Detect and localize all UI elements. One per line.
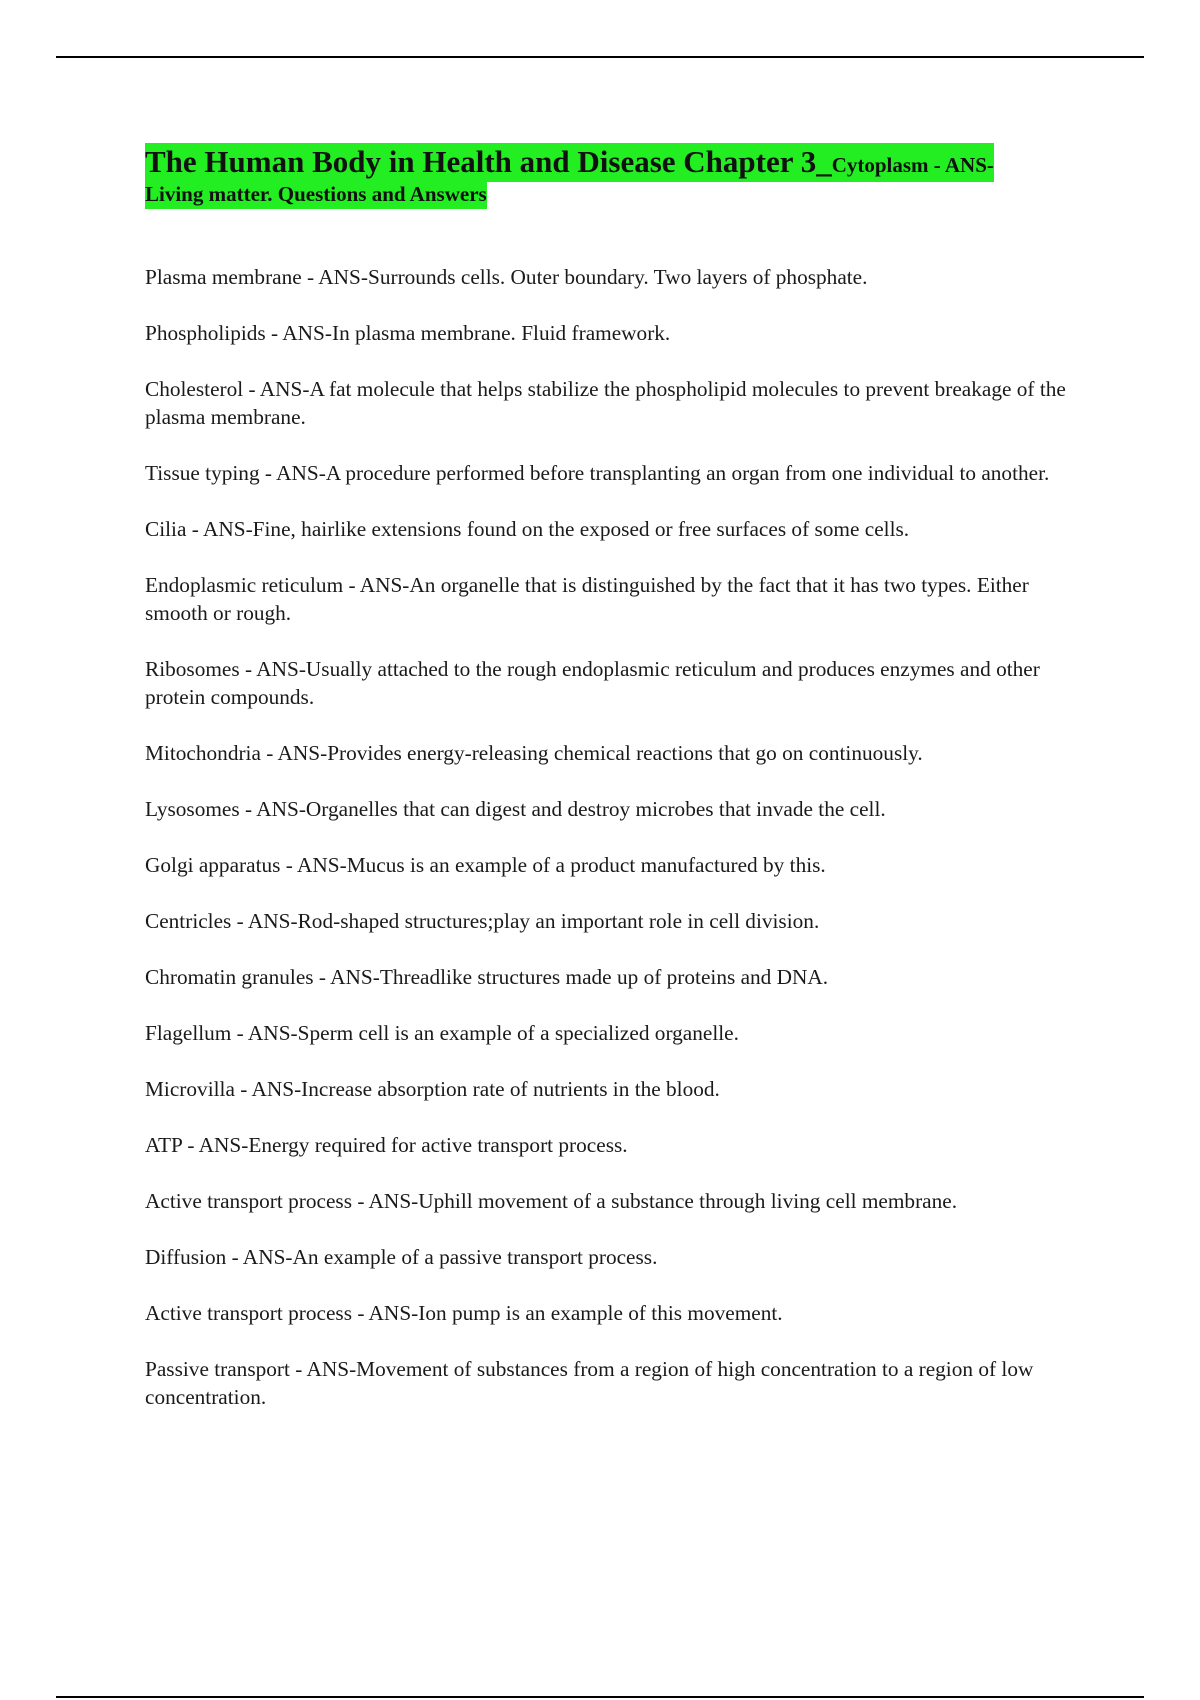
title-sub-text: Cytoplasm - ANS- [831,153,994,177]
qa-item: Lysosomes - ANS-Organelles that can digest and destroy microbes that invade the cell. [145,797,886,821]
qa-item: Ribosomes - ANS-Usually attached to the rough endoplasmic reticulum and produces enzymes and other protein compounds. [145,657,1040,709]
qa-item: Passive transport - ANS-Movement of substances from a region of high concentration to a region of low concentration. [145,1357,1034,1409]
title-main-text: The Human Body in Health and Disease Chapter 3_ [145,144,832,179]
qa-list [145,263,1095,1439]
title-line-2: Living matter. Questions and Answers [145,182,487,209]
qa-item: Chromatin granules - ANS-Threadlike structures made up of proteins and DNA. [145,965,829,989]
qa-item: Active transport process - ANS-Uphill movement of a substance through living cell membrane. [145,1189,958,1213]
qa-item: Active transport process - ANS-Ion pump is an example of this movement. [145,1301,783,1325]
document-title [145,143,1065,209]
qa-item: Cholesterol - ANS-A fat molecule that helps stabilize the phospholipid molecules to prevent breakage of the plasma membrane. [145,377,1066,429]
title-line-1 [145,143,994,182]
qa-item: Cilia - ANS-Fine, hairlike extensions found on the exposed or free surfaces of some cells. [145,517,910,541]
qa-item: Diffusion - ANS-An example of a passive transport process. [145,1245,658,1269]
header-rule [56,56,1144,58]
qa-item: Mitochondria - ANS-Provides energy-releasing chemical reactions that go on continuously. [145,741,923,765]
qa-item: Centricles - ANS-Rod-shaped structures;play an important role in cell division. [145,909,820,933]
qa-item: Microvilla - ANS-Increase absorption rate of nutrients in the blood. [145,1077,720,1101]
qa-item: Plasma membrane - ANS-Surrounds cells. Outer boundary. Two layers of phosphate. [145,265,868,289]
qa-item: Phospholipids - ANS-In plasma membrane. Fluid framework. [145,321,671,345]
qa-item: ATP - ANS-Energy required for active transport process. [145,1133,628,1157]
qa-item: Flagellum - ANS-Sperm cell is an example of a specialized organelle. [145,1021,739,1045]
qa-item: Endoplasmic reticulum - ANS-An organelle that is distinguished by the fact that it has two types. Either smooth or rough. [145,573,1029,625]
qa-item: Tissue typing - ANS-A procedure performed before transplanting an organ from one individual to another. [145,461,1050,485]
qa-item: Golgi apparatus - ANS-Mucus is an example of a product manufactured by this. [145,853,826,877]
footer-rule [56,1696,1144,1698]
